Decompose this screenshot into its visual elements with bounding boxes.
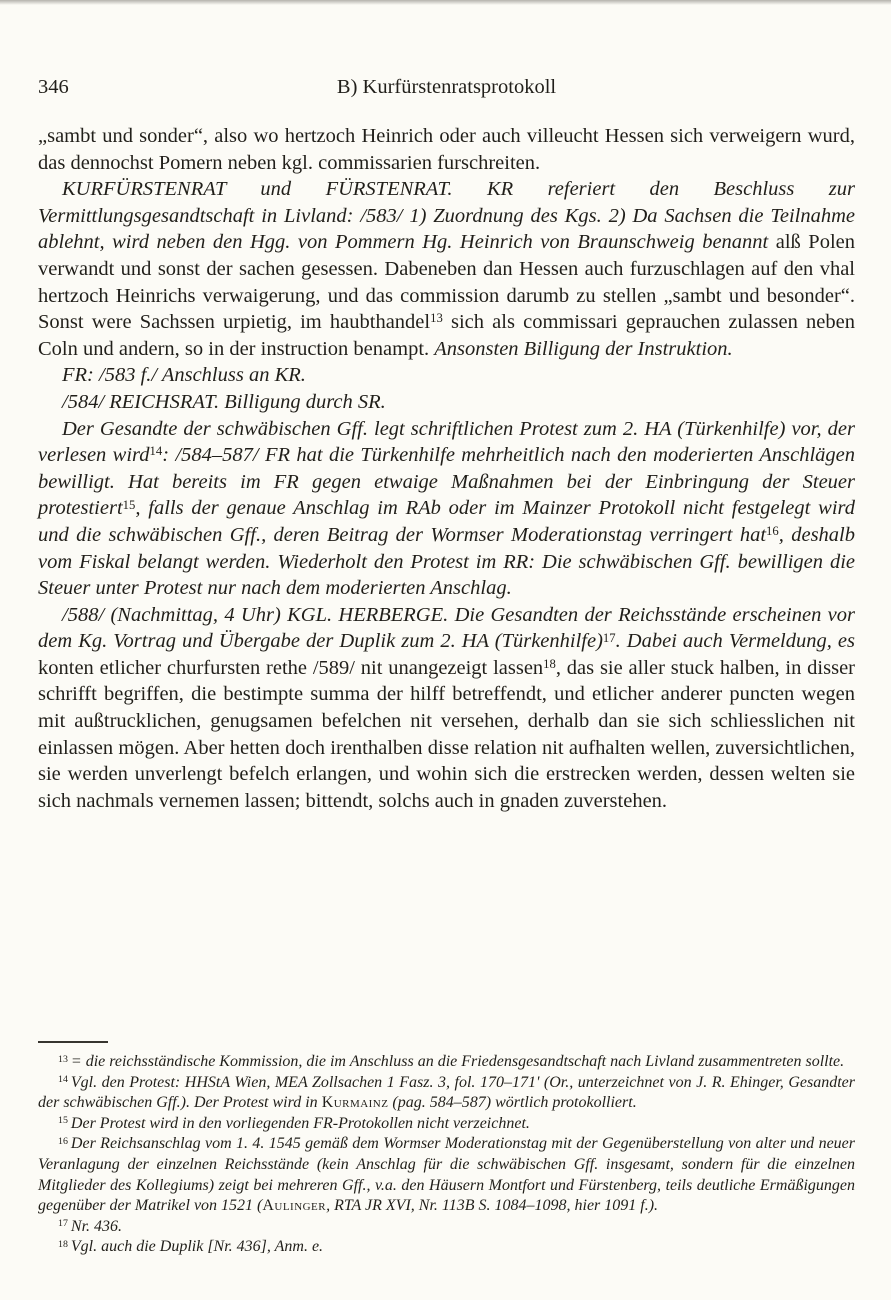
text-run: Vgl. den Protest: HHStA Wien, MEA Zollsachen 1 Fasz. 3, fol. 170–171' (Or., unterzeichnet von J. R. Ehinger, Gesandter der schwäbischen Gff.). Der Protest wird in [38,1073,855,1112]
running-head: B) Kurfürstenratsprotokoll [336,76,557,98]
page-header [38,76,855,103]
footnote-ref: 16 [766,524,779,539]
body-text [38,123,855,814]
footnote-marker: 16 [58,1135,68,1147]
text-run: . Dabei auch Vermeldung, es [615,630,855,653]
footnote [38,1114,855,1135]
footnote-ref: 17 [602,630,616,645]
text-run: Der Reichsanschlag vom 1. 4. 1545 gemäß dem Wormser Moderationstag mit der Gegenüberstellung von alter und neuer Veranlagung der einzelnen Reichsstände (kein Anschlag für die schwäbischen Gff. insgesamt, sondern für die einzelnen Mitglieder des Kollegiums) zeigt bei mehreren Gff., v.a. den Häusern Montfort und Fürstenberg, teils deutliche Ermäßigungen gegenüber der Matrikel von 1521 ( [38,1135,855,1215]
paragraph [38,416,855,602]
footnote [38,1073,855,1114]
text-run: , falls der genaue Anschlag im RAb oder im Mainzer Protokoll nicht festgelegt wird und die schwäbischen Gff., deren Beitrag der Wormser Moderationstag verringert hat [38,497,855,546]
text-run: „sambt und sonder“, also wo hertzoch Heinrich oder auch villeucht Hessen sich verweigern wurd, das dennochst Pomern neben kgl. commissarien furschreiten. [38,125,855,174]
text-run: /584/ REICHSRAT. Billigung durch SR. [62,390,386,413]
footnote-marker: 13 [58,1053,68,1065]
text-run: alß Polen verwandt und sonst der sachen gesessen. Dabeneben dan Hessen auch furzuschlagen auf den vhal hertzoch Heinrichs verwaigerung, und das commission darumb zu stellen „sambt und besonder“. Sonst were Sachssen urpietig, im haubthandel [38,231,855,334]
footnote [38,1237,855,1258]
text-run: Kurmainz [321,1094,389,1112]
text-run: , deshalb vom Fiskal belangt werden. Wiederholt den Protest im RR: Die schwäbischen Gff. bewilligen die Steuer unter Protest nur nach dem moderierten Anschlag. [38,523,855,600]
text-run: = die reichsständische Kommission, die im Anschluss an die Friedensgesandtschaft nach Livland zusammentreten sollte. [70,1053,845,1071]
footnote [38,1217,855,1238]
text-run: , das sie aller stuck halben, in disser schrifft begriffen, die bestimpte summa der hilff betreffendt, und etlicher anderer puncten wegen mit außtrucklichen, genugsamen befelchen nit versehen, derhalb dan sie sich schliesslichen nit einlassen mögen. Aber hetten doch irenthalben disse relation nit aufhalten wellen, zuversichtlichen, sie werden unverlengt befelch erlangen, und wohin sich die erstrecken werden, dessen welten sie sich nachmals vernemen lassen; bittendt, solchs auch in gnaden zuverstehen. [38,656,855,812]
footnote [38,1052,855,1073]
footnotes [38,1052,855,1258]
text-run: konten etlicher churfursten rethe /589/ nit unangezeigt lassen [38,656,544,679]
text-run: /588/ (Nachmittag, 4 Uhr) KGL. HERBERGE. Die Gesandten der Reichsstände erscheinen vor dem Kg. Vortrag und Übergabe der Duplik zum 2. HA (Türkenhilfe) [38,603,855,653]
paragraph [38,176,855,362]
footnote-marker: 18 [58,1238,68,1250]
footnote-marker: 17 [58,1218,68,1230]
text-run: sich als commissari geprauchen zulassen neben Coln und andern, so in der instruction benampt. [38,311,855,360]
footnote-ref: 14 [149,444,163,459]
text-run: Aulinger [262,1197,327,1215]
footnote-ref: 15 [122,497,136,512]
paragraph [38,389,855,416]
footnote [38,1134,855,1216]
paragraph [38,123,855,176]
footnote-marker: 15 [58,1115,68,1127]
text-run: KURFÜRSTENRAT und FÜRSTENRAT. KR referiert den Beschluss zur Vermittlungsgesandtschaft in Livland: /583/ 1) Zuordnung des Kgs. 2) Da Sachsen die Teilnahme ablehnt, wird neben den Hgg. von Pommern Hg. Heinrich von Braunschweig benannt [38,178,855,254]
footnote-area [38,1041,855,1258]
text-run: Vgl. auch die Duplik [Nr. 436], Anm. e. [70,1238,324,1256]
paragraph [38,602,855,815]
text-run: FR: /583 f./ Anschluss an KR. [62,364,306,387]
footnote-marker: 14 [58,1074,68,1086]
text-run: (pag. 584–587) wörtlich protokolliert. [388,1094,637,1112]
footnote-ref: 18 [543,657,556,672]
text-run: Der Gesandte der schwäbischen Gff. legt schriftlichen Protest zum 2. HA (Türkenhilfe) vor, der verlesen wird [38,417,855,467]
footnote-separator [38,1041,108,1043]
page-number: 346 [38,76,69,98]
text-run: , RTA JR XVI, Nr. 113B S. 1084–1098, hier 1091 f.). [326,1197,659,1215]
text-run: : /584–587/ FR hat die Türkenhilfe mehrheitlich nach den moderierten Anschlägen bewilligt. Hat bereits im FR gegen etwaige Maßnahmen bei der Einbringung der Steuer protestiert [38,444,855,520]
type-area [38,0,855,814]
text-run: Der Protest wird in den vorliegenden FR-Protokollen nicht verzeichnet. [70,1114,530,1132]
text-run: Nr. 436. [70,1217,123,1235]
paragraph [38,362,855,389]
footnote-ref: 13 [430,311,443,326]
text-run: Ansonsten Billigung der Instruktion. [434,337,733,360]
